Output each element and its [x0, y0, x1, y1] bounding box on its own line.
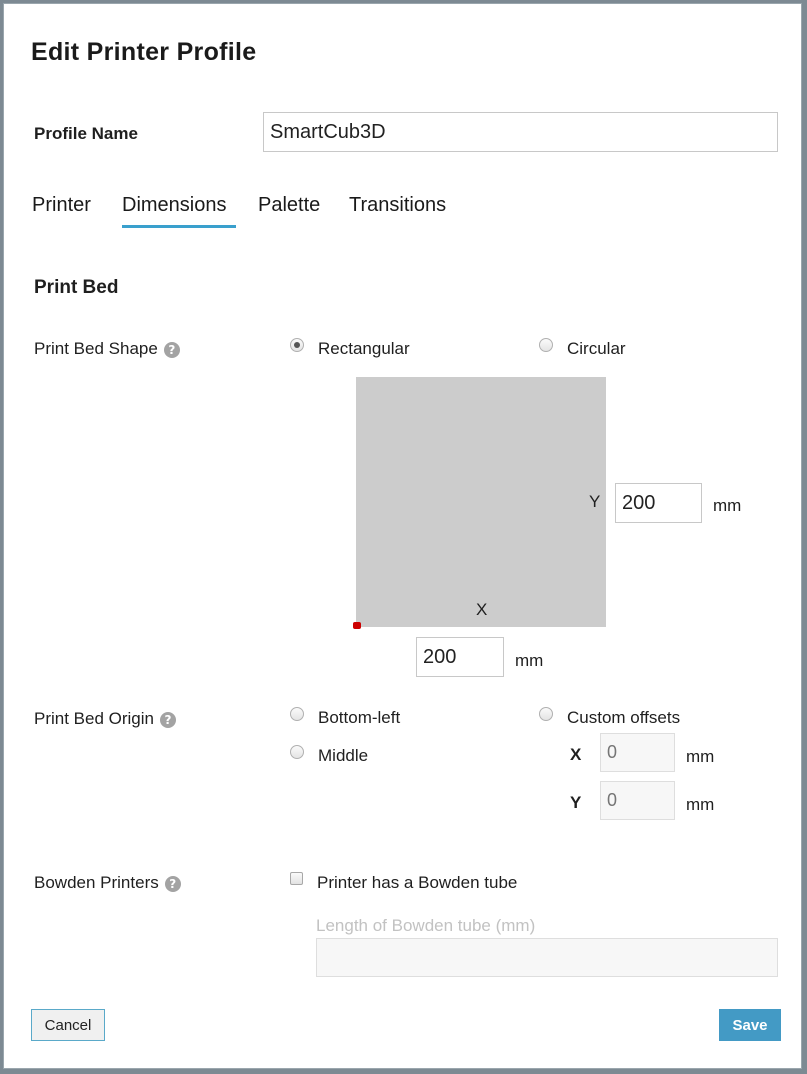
tab-dimensions[interactable]: Dimensions	[122, 194, 227, 216]
save-button[interactable]: Save	[719, 1009, 781, 1041]
print-bed-origin-label: Print Bed Origin	[34, 709, 154, 728]
edit-printer-profile-dialog	[3, 3, 802, 1069]
offset-x-label: X	[570, 745, 582, 764]
rectangular-radio[interactable]	[290, 338, 304, 352]
x-axis-label: X	[476, 600, 488, 619]
help-icon[interactable]: ?	[164, 342, 180, 358]
rectangular-label: Rectangular	[318, 339, 410, 358]
tab-palette[interactable]: Palette	[258, 194, 321, 216]
profile-name-input[interactable]	[263, 112, 778, 152]
custom-offsets-label: Custom offsets	[567, 708, 681, 727]
offset-y-unit: mm	[686, 795, 715, 814]
print-bed-shape-label: Print Bed Shape	[34, 339, 158, 358]
y-unit-label: mm	[713, 496, 742, 515]
bowden-printers-label: Bowden Printers	[34, 873, 159, 892]
bed-x-input[interactable]	[416, 637, 504, 677]
active-tab-indicator	[122, 225, 236, 228]
print-bed-preview	[356, 377, 606, 627]
circular-label: Circular	[567, 339, 626, 358]
print-bed-shape-row	[34, 339, 180, 359]
print-bed-heading: Print Bed	[34, 277, 119, 298]
dialog-title: Edit Printer Profile	[31, 38, 257, 66]
bowden-length-label: Length of Bowden tube (mm)	[316, 916, 536, 935]
y-axis-label: Y	[589, 492, 601, 511]
offset-y-input[interactable]	[600, 781, 675, 820]
bottom-left-label: Bottom-left	[318, 708, 401, 727]
circular-radio[interactable]	[539, 338, 553, 352]
bowden-printers-row	[34, 873, 181, 893]
bowden-tube-checkbox-label: Printer has a Bowden tube	[317, 873, 518, 892]
bowden-tube-checkbox[interactable]	[290, 872, 303, 885]
offset-x-input[interactable]	[600, 733, 675, 772]
print-bed-origin-row	[34, 709, 176, 729]
middle-radio[interactable]	[290, 745, 304, 759]
bowden-length-input[interactable]	[316, 938, 778, 977]
tab-printer[interactable]: Printer	[32, 194, 91, 216]
offset-x-unit: mm	[686, 747, 715, 766]
middle-label: Middle	[318, 746, 369, 765]
origin-marker	[353, 622, 361, 629]
profile-name-label: Profile Name	[34, 124, 138, 143]
help-icon[interactable]: ?	[165, 876, 181, 892]
bed-y-input[interactable]	[615, 483, 702, 523]
bottom-left-radio[interactable]	[290, 707, 304, 721]
help-icon[interactable]: ?	[160, 712, 176, 728]
offset-y-label: Y	[570, 793, 582, 812]
custom-offsets-radio[interactable]	[539, 707, 553, 721]
cancel-button[interactable]: Cancel	[31, 1009, 105, 1041]
tab-transitions[interactable]: Transitions	[349, 194, 447, 216]
x-unit-label: mm	[515, 651, 544, 670]
